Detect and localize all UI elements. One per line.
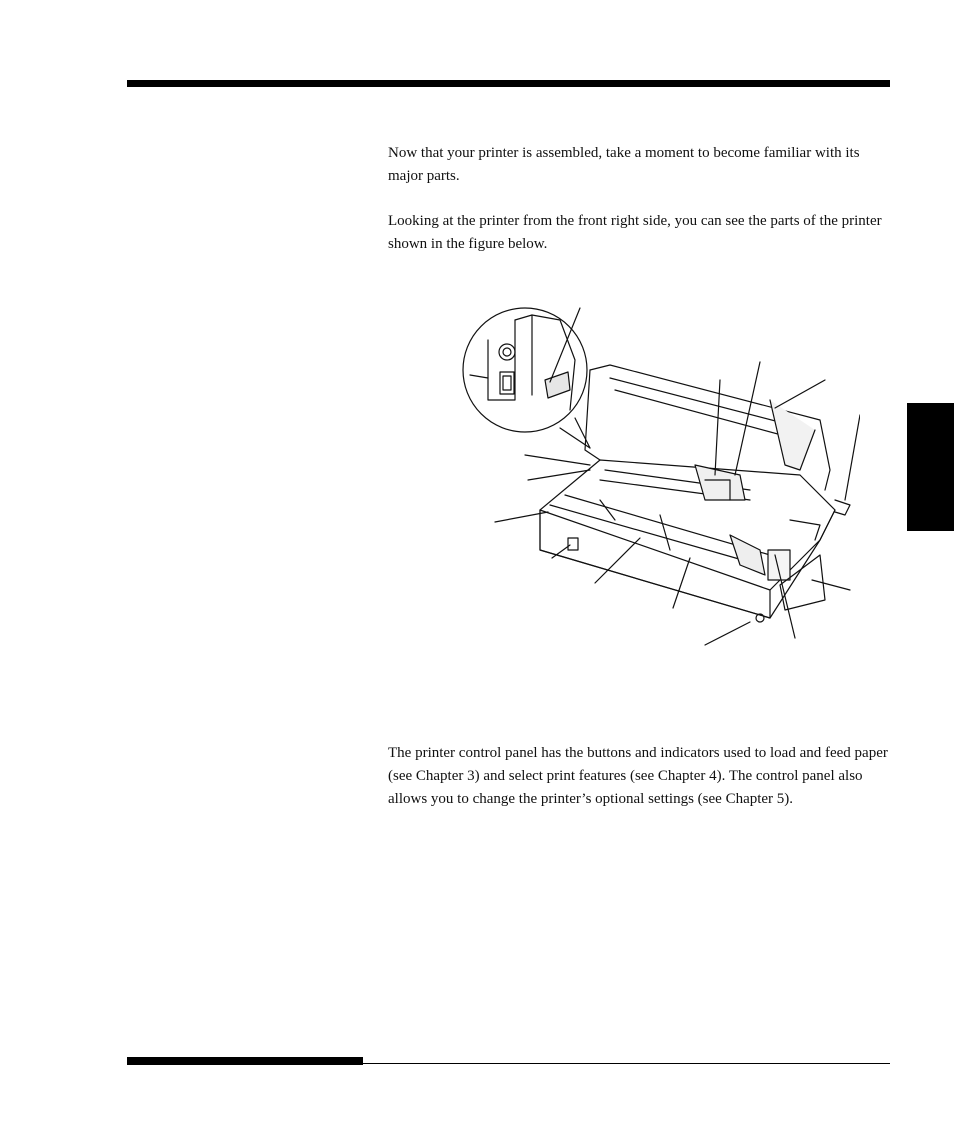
intro-paragraph: Now that your printer is assembled, take a moment to become familiar with its major parts.	[388, 145, 860, 184]
printer-parts-figure	[440, 300, 860, 650]
header-rule	[127, 80, 890, 87]
control-panel-paragraph: The printer control panel has the buttons and indicators used to load and feed paper (see Chapter 3) and select print features (see Chapter 4). The control panel also allows you to change the printer’s optional settings (see Chapter 5).	[388, 745, 888, 807]
chapter-thumb-tab	[907, 403, 954, 531]
footer-rule-thin	[363, 1063, 890, 1064]
footer-rule-thick	[127, 1057, 363, 1065]
printer-body	[540, 365, 850, 622]
figure-intro-paragraph: Looking at the printer from the front right side, you can see the parts of the printer shown in the figure below.	[388, 213, 882, 252]
